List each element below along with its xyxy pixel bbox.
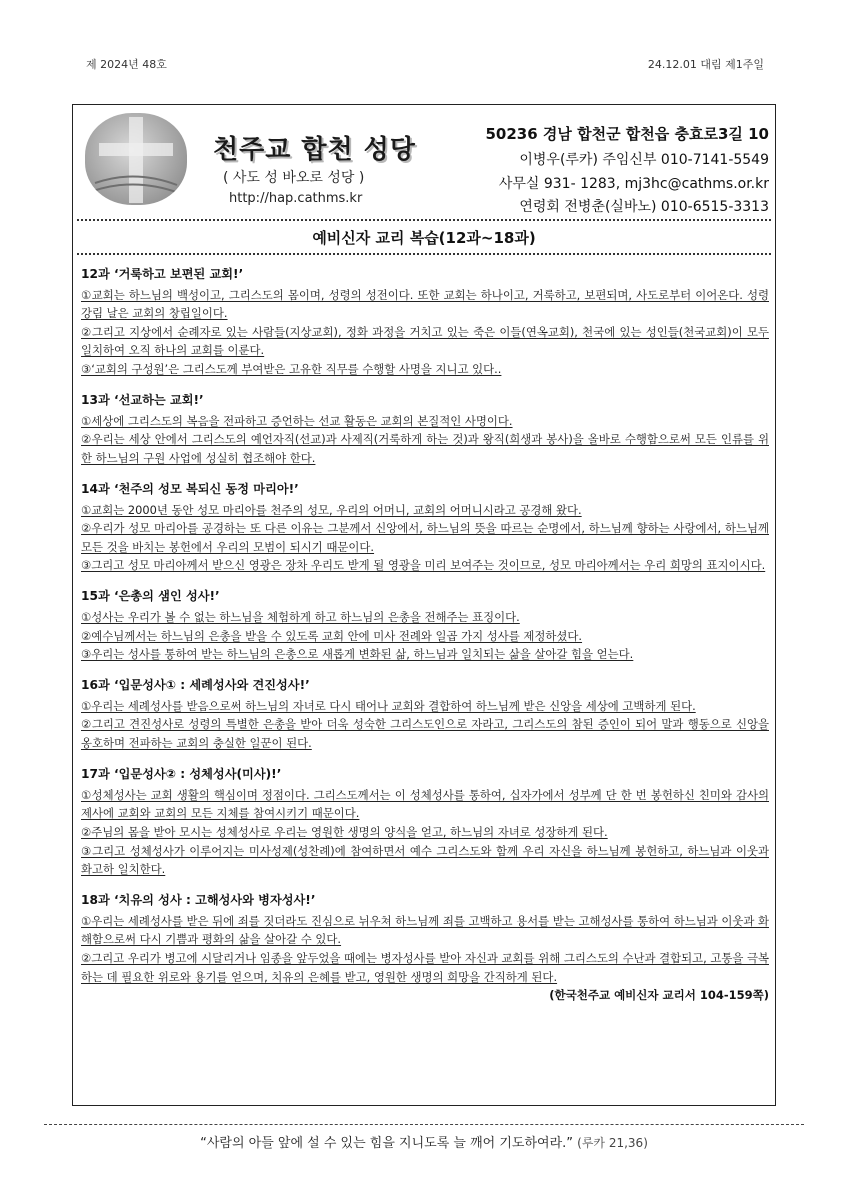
quote-reference: (루카 21,36) (577, 1136, 648, 1150)
lesson-17 (81, 765, 769, 879)
lesson-paragraph: ①성사는 우리가 볼 수 없는 하느님을 체험하게 하고 하느님의 은총을 전해주는 표징이다. (81, 610, 520, 624)
lesson-title: 16과 ‘입문성사① : 세례성사와 견진성사!’ (81, 678, 310, 693)
office-contact: 사무실 931- 1283, mj3hc@cathms.or.kr (498, 176, 769, 192)
lesson-12 (81, 265, 769, 379)
church-logo-icon (85, 113, 187, 205)
section-title: 예비신자 교리 복습(12과~18과) (312, 229, 536, 247)
lesson-paragraph: ②예수님께서는 하느님의 은총을 받을 수 있도록 교회 안에 미사 전례와 일곱 가지 성사를 제정하셨다. (81, 628, 583, 643)
church-address: 50236 경남 합천군 합천읍 충효로3길 10 (485, 125, 769, 143)
lesson-18 (81, 891, 769, 986)
lessons-body (81, 265, 769, 1005)
lesson-paragraph: ②그리고 견진성사로 성령의 특별한 은총을 받아 더욱 성숙한 그리스도인으로 자라고, 그리스도의 참된 증인이 되어 말과 행동으로 신앙을 옹호하며 전파하는 교회의 충실한 일꾼이 된다. (81, 717, 769, 751)
council-contact: 연령회 전병춘(실바노) 010-6515-3313 (519, 199, 769, 215)
church-url: http://hap.cathms.kr (229, 191, 363, 206)
church-patron: ( 사도 성 바오로 성당 ) (223, 170, 365, 186)
lesson-paragraph: ①교회는 하느님의 백성이고, 그리스도의 몸이며, 성령의 성전이다. 또한 교회는 하나이고, 거룩하고, 보편되며, 사도로부터 이어온다. 성령강림 날은 교회의 창립일이다. (81, 287, 769, 321)
lesson-paragraph: ③그리고 성체성사가 이루어지는 미사성제(성찬례)에 참여하면서 예수 그리스도와 함께 우리 자신을 하느님께 봉헌하고, 하느님과 이웃과 화고하 일치한다. (81, 843, 769, 877)
footer-quote (0, 1132, 848, 1151)
quote-text: “사람의 아들 앞에 설 수 있는 힘을 지니도록 늘 깨어 기도하여라.” (200, 1136, 574, 1151)
pastor-contact: 이병우(루카) 주임신부 010-7141-5549 (519, 152, 769, 168)
lesson-paragraph: ①세상에 그리스도의 복음을 전파하고 증언하는 선교 활동은 교회의 본질적인 사명이다. (81, 413, 513, 428)
lesson-13 (81, 391, 769, 467)
lesson-paragraph: ②우리가 성모 마리아를 공경하는 또 다른 이유는 그분께서 신앙에서, 하느님의 뜻을 따르는 순명에서, 하느님께 향하는 사랑에서, 하느님께 모든 것을 바치는 봉헌에서 우리의 모범이 되시기 때문이다. (81, 521, 769, 554)
lesson-paragraph: ②주님의 몸을 받아 모시는 성체성사로 우리는 영원한 생명의 양식을 얻고, 하느님의 자녀로 성장하게 된다. (81, 824, 608, 839)
lesson-15 (81, 587, 769, 663)
lesson-paragraph: ①우리는 세례성사를 받음으로써 하느님의 자녀로 다시 태어나 교회와 결합하여 하느님께 받은 신앙을 세상에 고백하게 된다. (81, 698, 696, 713)
source-citation: (한국천주교 예비신자 교리서 104-159쪽) (549, 988, 769, 1003)
divider (77, 253, 771, 255)
lesson-paragraph: ③그리고 성모 마리아께서 받으신 영광은 장차 우리도 받게 될 영광을 미리 보여주는 것이므로, 성모 마리아께서는 우리 희망의 표지이시다. (81, 558, 766, 573)
lesson-title: 15과 ‘은총의 샘인 성사!’ (81, 589, 220, 604)
lesson-title: 18과 ‘치유의 성사 : 고해성사와 병자성사!’ (81, 893, 316, 908)
lesson-16 (81, 676, 769, 752)
lesson-paragraph: ②그리고 우리가 병고에 시달리거나 임종을 앞두었을 때에는 병자성사를 받아 자신과 교회를 위해 그리스도의 수난과 결합되고, 고통을 극복하는 데 필요한 위로와 용기를 얻으며, 치유의 은혜를 받고, 영원한 생명의 희망을 간직하게 된다. (81, 951, 769, 984)
church-name: 천주교 합천 성당 (213, 135, 416, 165)
lesson-title: 17과 ‘입문성사② : 성체성사(미사)!’ (81, 767, 282, 782)
lesson-paragraph: ①교회는 2000년 동안 성모 마리아를 천주의 성모, 우리의 어머니, 교회의 어머니시라고 공경해 왔다. (81, 502, 582, 517)
lesson-paragraph: ②우리는 세상 안에서 그리스도의 예언자직(선교)과 사제직(거룩하게 하는 것)과 왕직(희생과 봉사)을 올바로 수행함으로써 모든 인류를 위한 하느님의 구원 사업에 성실히 협조해야 한다. (81, 432, 769, 465)
issue-number: 제 2024년 48호 (86, 58, 167, 71)
lesson-title: 14과 ‘천주의 성모 복되신 동정 마리아!’ (81, 481, 299, 496)
lesson-title: 12과 ‘거룩하고 보편된 교회!’ (81, 267, 244, 281)
bulletin-frame (72, 104, 776, 1106)
divider (77, 219, 771, 221)
divider (44, 1124, 804, 1125)
lesson-paragraph: ③우리는 성사를 통하여 받는 하느님의 은총으로 새롭게 변화된 삶, 하느님과 일치되는 삶을 살아갈 힘을 얻는다. (81, 647, 634, 662)
lesson-paragraph: ①성체성사는 교회 생활의 핵심이며 정점이다. 그리스도께서는 이 성체성사를 통하여, 십자가에서 성부께 단 한 번 봉헌하신 친미와 감사의 제사에 교회와 교회의 모든 지체를 참여시키기 때문이다. (81, 787, 769, 821)
issue-date: 24.12.01 대림 제1주일 (647, 58, 764, 71)
lesson-paragraph: ①우리는 세례성사를 받은 뒤에 죄를 짓더라도 진심으로 뉘우쳐 하느님께 죄를 고백하고 용서를 받는 고해성사를 통하여 하느님과 이웃과 화해함으로써 다시 기쁨과 평화의 삶을 살아갈 수 있다. (81, 913, 769, 947)
lesson-paragraph: ②그리고 지상에서 순례자로 있는 사람들(지상교회), 정화 과정을 거치고 있는 죽은 이들(연옥교회), 천국에 있는 성인들(천국교회)이 모두 일치하여 오직 하나의 교회를 이룬다. (81, 324, 769, 358)
lesson-title: 13과 ‘선교하는 교회!’ (81, 393, 204, 408)
lesson-paragraph: ③‘교회의 구성원’은 그리스도께 부여받은 고유한 직무를 수행할 사명을 지니고 있다.. (81, 361, 502, 376)
lesson-14 (81, 480, 769, 575)
